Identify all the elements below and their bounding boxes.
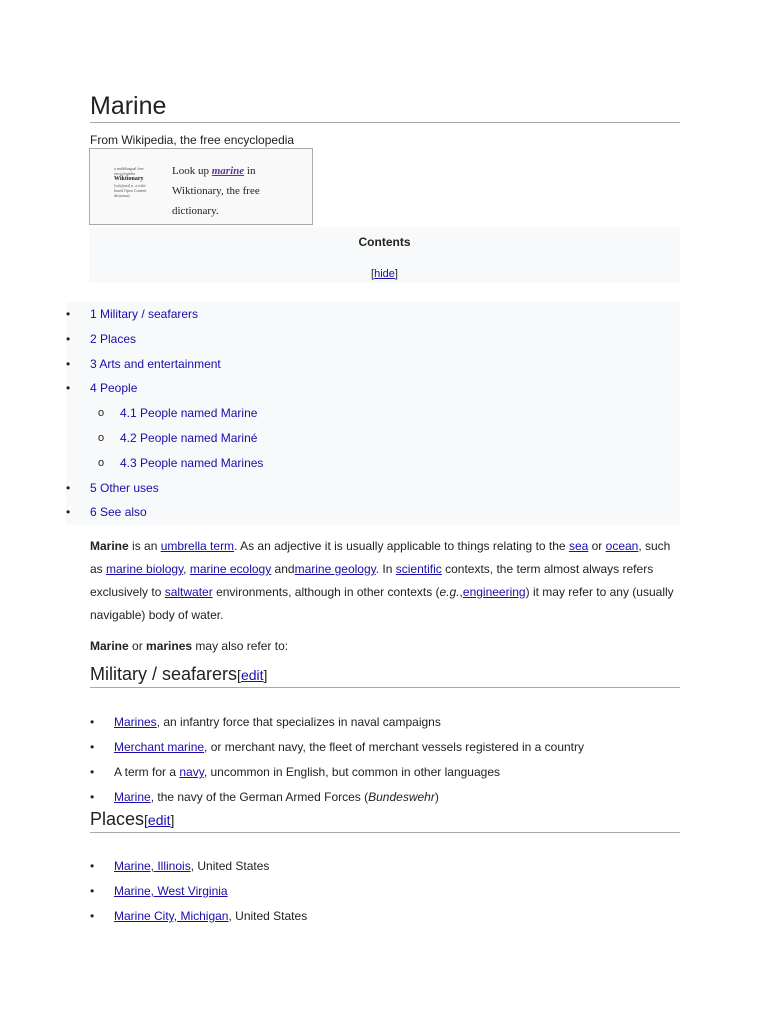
toc-link[interactable]: 3 Arts and entertainment [90,356,221,371]
link-umbrella-term[interactable]: umbrella term [160,539,235,553]
page-title: Marine [90,90,680,123]
toc-hide: [hide] [371,268,398,280]
link-marine-city-michigan[interactable]: Marine City, Michigan [114,909,229,923]
list-item: • Marine, the navy of the German Armed Forces (Bundeswehr) [90,785,680,810]
toc-link[interactable]: 2 Places [90,331,137,346]
toc-link[interactable]: 4 People [90,381,138,396]
toc-hide-link[interactable]: hide [374,268,395,280]
link-engineering[interactable]: engineering [462,585,526,599]
list-item: • Marine, Illinois, United States [90,854,680,879]
link-navy[interactable]: navy [179,765,204,779]
list-item: • Marines, an infantry force that specializes in naval campaigns [90,710,680,735]
section-heading-places: Places[edit] [90,807,680,833]
toc-subitem: o 4.1 People named Marine [66,401,680,426]
places-list [90,854,680,929]
list-item: • Merchant marine, or merchant navy, the fleet of merchant vessels registered in a country [90,735,680,760]
toc-item: • 1 Military / seafarers [66,302,680,327]
link-marine-german[interactable]: Marine [114,790,151,804]
link-saltwater[interactable]: saltwater [164,585,213,599]
page-subtitle: From Wikipedia, the free encyclopedia [90,133,295,147]
link-marines[interactable]: Marines [114,715,157,729]
wiktionary-logo: a multilingual free encyclopedia Wiktionary [wɪkʃənri] n. a wiki-based Open Content dictionary [114,166,147,198]
military-list [90,710,680,810]
toc-link[interactable]: 4.1 People named Marine [120,406,258,421]
link-scientific[interactable]: scientific [395,562,442,576]
wiktionary-text: Look up marine in Wiktionary, the free dictionary. [172,165,260,217]
edit-link[interactable]: edit [147,812,171,828]
toc-item: • 3 Arts and entertainment [66,352,680,377]
section-heading-military: Military / seafarers[edit] [90,662,680,688]
link-marine-west-virginia[interactable]: Marine, West Virginia [114,884,228,898]
link-marine-geology[interactable]: marine geology [294,562,376,576]
list-item: • A term for a navy, uncommon in English, but common in other languages [90,760,680,785]
wiktionary-box [89,148,313,225]
toc-link[interactable]: 5 Other uses [90,480,159,495]
toc-subitem: o 4.2 People named Mariné [66,426,680,451]
also-refer-paragraph: Marine or marines may also refer to: [90,639,289,653]
link-sea[interactable]: sea [568,539,589,553]
toc-title: Contents [358,235,411,249]
list-item [90,879,680,904]
toc-list [66,302,680,525]
toc-item: • 4 People [66,376,680,401]
intro-paragraph: Marine is an umbrella term. As an adjective it is usually applicable to things relating to the sea or ocean, such as marine biology, marine ecology andmarine geology. In scientific contexts, the term almost always refers exclusively to saltwater environments, although in other contexts (e.g.,engineering) it may refer to any (usually navigable) body of water. [90,539,674,622]
edit-link[interactable]: edit [240,667,264,683]
link-marine-ecology[interactable]: marine ecology [189,562,272,576]
wiktionary-term-link[interactable]: marine [211,165,245,177]
toc-subitem: o 4.3 People named Marines [66,451,680,476]
toc-item: • 2 Places [66,327,680,352]
list-item: • Marine City, Michigan, United States [90,904,680,929]
link-marine-illinois[interactable]: Marine, Illinois [114,859,191,873]
toc-header [89,227,680,283]
toc-link[interactable]: 4.2 People named Mariné [120,430,258,445]
toc-link[interactable]: 4.3 People named Marines [120,455,264,470]
toc-link[interactable]: 1 Military / seafarers [90,307,199,321]
toc-item: • 5 Other uses [66,476,680,501]
toc-item: • 6 See also [66,500,680,525]
link-merchant-marine[interactable]: Merchant marine [114,740,205,754]
toc-link[interactable]: 6 See also [90,505,147,520]
link-marine-biology[interactable]: marine biology [106,562,184,576]
link-ocean[interactable]: ocean [605,539,639,553]
